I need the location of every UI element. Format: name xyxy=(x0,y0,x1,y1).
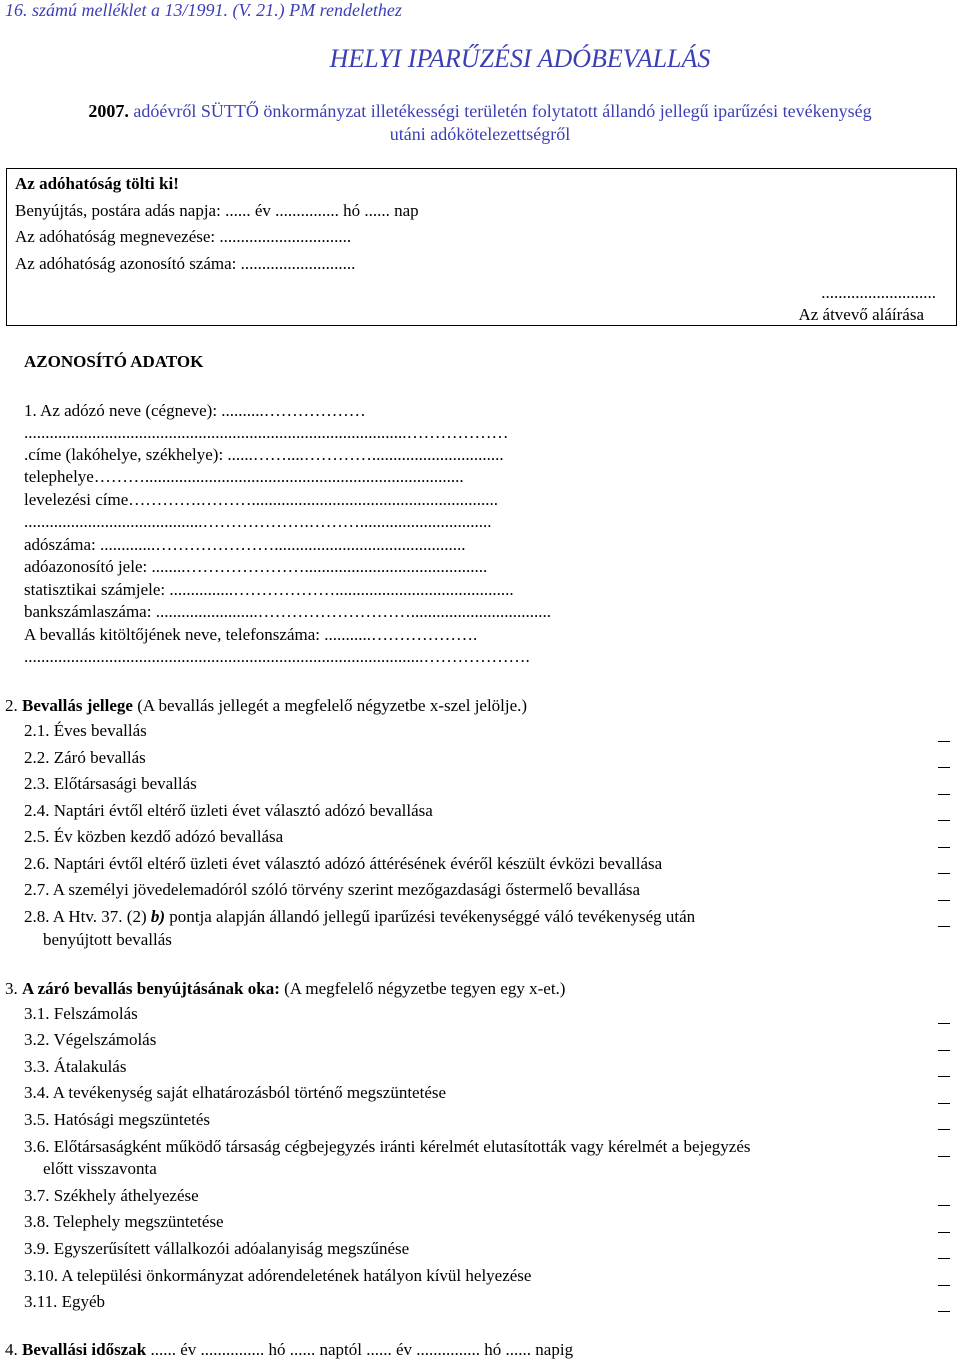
section2-heading xyxy=(5,696,527,716)
section4-number: 4. xyxy=(5,1340,18,1359)
checkbox-2-1[interactable] xyxy=(938,741,950,742)
address-field[interactable]: .címe (lakóhelye, székhelye): ......……....…………............................... xyxy=(24,445,504,464)
mailing-address-field-cont[interactable]: ..........................................……………….………............................... xyxy=(24,512,492,531)
subtitle-line1 xyxy=(0,101,960,122)
option-2-7: 2.7. A személyi jövedelemadóról szóló törvény szerint mezőgazdasági őstermelő bevallása xyxy=(24,880,641,899)
checkbox-3-3[interactable] xyxy=(938,1076,950,1077)
option-2-8-cont: benyújtott bevallás xyxy=(43,930,172,949)
subtitle-year: 2007. xyxy=(88,101,129,121)
signature-line[interactable]: ........................... xyxy=(821,283,936,302)
option-3-2: 3.2. Végelszámolás xyxy=(24,1030,157,1049)
option-3-1: 3.1. Felszámolás xyxy=(24,1004,138,1023)
checkbox-3-9[interactable] xyxy=(938,1258,950,1259)
checkbox-3-6[interactable] xyxy=(938,1156,950,1157)
statistical-code-field[interactable]: statisztikai számjele: ...............……………….......................................... xyxy=(24,580,514,599)
section3-heading xyxy=(5,979,565,999)
taxpayer-name-field[interactable]: 1. Az adózó neve (cégneve): ..........……………… xyxy=(24,401,366,420)
checkbox-2-5[interactable] xyxy=(938,847,950,848)
checkbox-2-3[interactable] xyxy=(938,794,950,795)
section4-period-field[interactable]: ...... év ............... hó ...... naptól ...... év ............... hó ...... napig xyxy=(146,1340,574,1359)
authority-box-heading: Az adóhatóság tölti ki! xyxy=(15,174,179,193)
signature-label: Az átvevő aláírása xyxy=(798,305,924,324)
option-2-8-part3: pontja alapján állandó jellegű iparűzési tevékenységgé váló tevékenység után xyxy=(165,907,696,926)
checkbox-2-7[interactable] xyxy=(938,900,950,901)
bank-account-field[interactable]: bankszámlaszáma: ........................………………………................................. xyxy=(24,602,551,621)
tax-number-field[interactable]: adószáma: .............…………………............................................. xyxy=(24,535,466,554)
filler-contact-field-cont[interactable]: ..............................................................................................………………. xyxy=(24,647,530,666)
checkbox-3-8[interactable] xyxy=(938,1232,950,1233)
authority-id-field[interactable]: Az adóhatóság azonosító száma: ........................... xyxy=(15,254,356,273)
option-2-6: 2.6. Naptári évtől eltérő üzleti évet választó adózó áttérésének évéről készült évközi bevallása xyxy=(24,854,663,873)
option-3-4: 3.4. A tevékenység saját elhatározásból történő megszüntetése xyxy=(24,1083,447,1102)
checkbox-3-11[interactable] xyxy=(938,1311,950,1312)
section4-title: Bevallási időszak xyxy=(22,1340,147,1359)
filler-contact-field[interactable]: A bevallás kitöltőjének neve, telefonszáma: ...........………………. xyxy=(24,625,478,644)
option-3-10: 3.10. A települési önkormányzat adórendeletének hatályon kívül helyezése xyxy=(24,1266,532,1285)
option-2-1: 2.1. Éves bevallás xyxy=(24,721,147,740)
checkbox-3-4[interactable] xyxy=(938,1103,950,1104)
option-2-2: 2.2. Záró bevallás xyxy=(24,748,146,767)
form-title: HELYI IPARŰZÉSI ADÓBEVALLÁS xyxy=(329,44,711,73)
checkbox-3-1[interactable] xyxy=(938,1023,950,1024)
checkbox-2-4[interactable] xyxy=(938,820,950,821)
authority-name-field[interactable]: Az adóhatóság megnevezése: ............................... xyxy=(15,227,352,246)
section4-line[interactable] xyxy=(5,1340,573,1360)
option-2-8 xyxy=(24,907,695,927)
option-2-8-part1: 2.8. A Htv. 37. (2) xyxy=(24,907,151,926)
section2-title: Bevallás jellege xyxy=(22,696,133,715)
option-3-7: 3.7. Székhely áthelyezése xyxy=(24,1186,199,1205)
checkbox-2-6[interactable] xyxy=(938,873,950,874)
option-3-6: 3.6. Előtársaságként működő társaság cégbejegyzés iránti kérelmét elutasították vagy kérelmét a bejegyzés xyxy=(24,1137,751,1156)
annex-note: 16. számú melléklet a 13/1991. (V. 21.) PM rendelethez xyxy=(5,0,402,20)
option-3-6-cont: előtt visszavonta xyxy=(43,1159,157,1178)
section2-note: (A bevallás jellegét a megfelelő négyzetbe x-szel jelölje.) xyxy=(132,696,528,715)
section3-title: A záró bevallás benyújtásának oka: xyxy=(22,979,280,998)
option-3-8: 3.8. Telephely megszüntetése xyxy=(24,1212,224,1231)
section3-note: (A megfelelő négyzetbe tegyen egy x-et.) xyxy=(279,979,566,998)
option-3-11: 3.11. Egyéb xyxy=(24,1292,106,1311)
site-field[interactable]: telephelye………........................................................................... xyxy=(24,467,464,486)
section2-number: 2. xyxy=(5,696,18,715)
option-3-5: 3.5. Hatósági megszüntetés xyxy=(24,1110,211,1129)
subtitle-line2: utáni adókötelezettségről xyxy=(389,124,571,144)
option-2-8-part2: b) xyxy=(150,907,166,926)
checkbox-3-5[interactable] xyxy=(938,1129,950,1130)
subtitle-text: adóévről SÜTTŐ önkormányzat illetékességi területén folytatott állandó jellegű iparűzési tevékenység xyxy=(128,101,872,121)
checkbox-3-10[interactable] xyxy=(938,1285,950,1286)
option-2-4: 2.4. Naptári évtől eltérő üzleti évet választó adózó bevallása xyxy=(24,801,433,820)
option-3-9: 3.9. Egyszerűsített vállalkozói adóalanyiság megszűnése xyxy=(24,1239,410,1258)
tax-id-field[interactable]: adóazonosító jele: ........…………………........................................... xyxy=(24,557,488,576)
mailing-address-field[interactable]: levelezési címe………….……….......................................................... xyxy=(24,490,499,509)
checkbox-2-2[interactable] xyxy=(938,767,950,768)
authority-box xyxy=(6,168,957,326)
checkbox-3-7[interactable] xyxy=(938,1205,950,1206)
checkbox-2-8[interactable] xyxy=(938,926,950,927)
option-2-3: 2.3. Előtársasági bevallás xyxy=(24,774,197,793)
option-2-5: 2.5. Év közben kezdő adózó bevallása xyxy=(24,827,284,846)
option-3-3: 3.3. Átalakulás xyxy=(24,1057,127,1076)
taxpayer-name-field-cont[interactable]: ..........................................................................................……………… xyxy=(24,423,509,442)
submission-date-field[interactable]: Benyújtás, postára adás napja: ...... év ............... hó ...... nap xyxy=(15,201,419,220)
section3-number: 3. xyxy=(5,979,18,998)
checkbox-3-2[interactable] xyxy=(938,1050,950,1051)
identification-heading: AZONOSÍTÓ ADATOK xyxy=(24,352,204,371)
